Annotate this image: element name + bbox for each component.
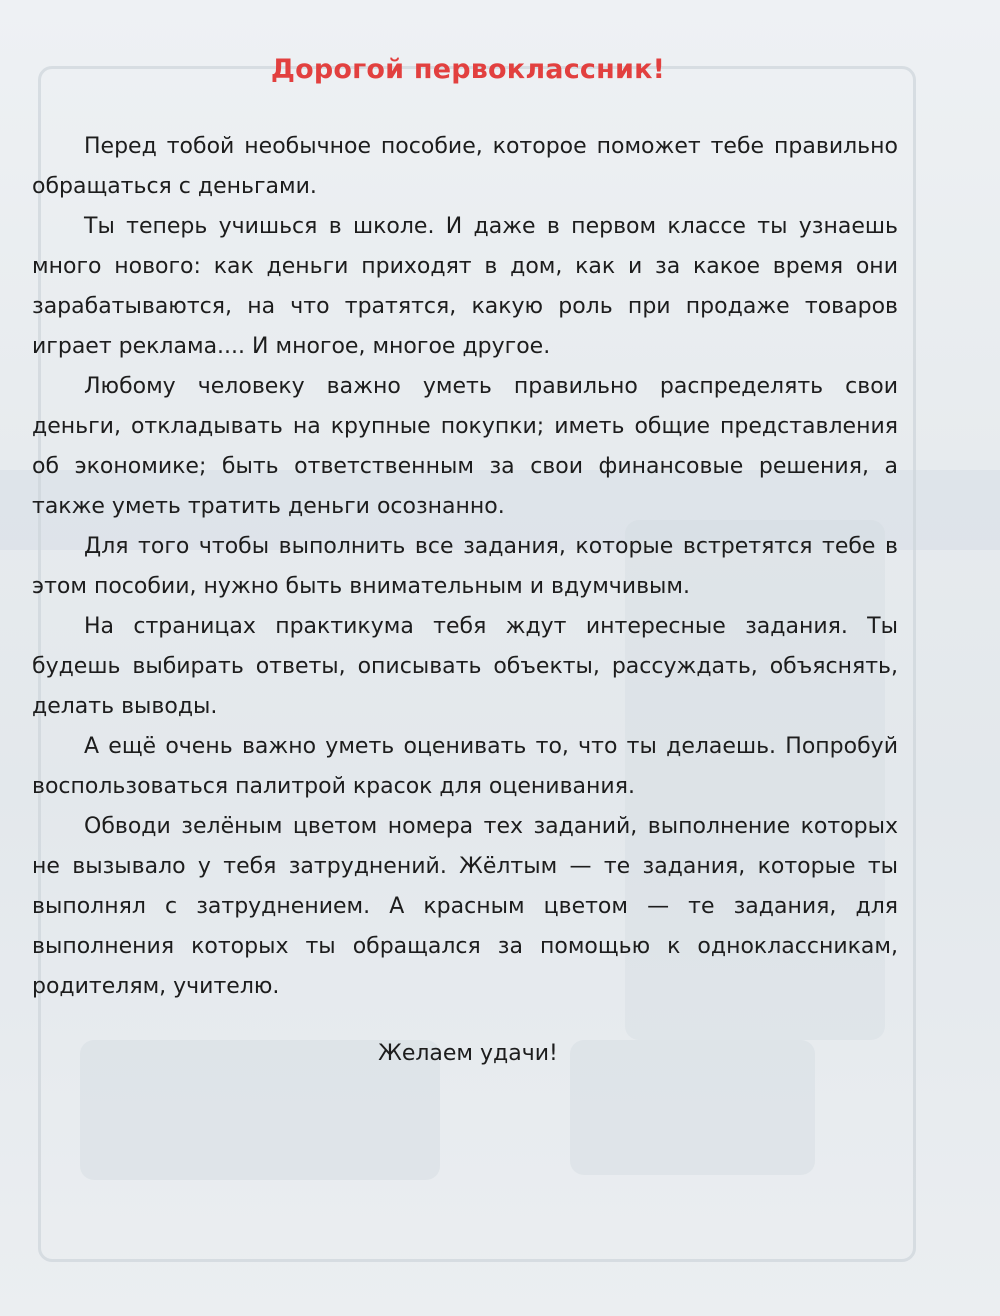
paragraph: Для того чтобы выполнить все задания, которые встретятся тебе в этом пособии, нужно быть внимательным и вдумчивым.: [32, 534, 898, 599]
paragraph: На страницах практикума тебя ждут интересные задания. Ты будешь выбирать ответы, описывать объекты, рассуждать, объяснять, делать выводы.: [32, 614, 898, 719]
paragraph: Перед тобой необычное пособие, которое поможет тебе правильно обращаться с деньгами.: [32, 134, 898, 199]
paragraph: Любому человеку важно уметь правильно распределять свои деньги, откладывать на крупные покупки; иметь общие представления об экономике; быть ответственным за свои финансовые решения, а также уметь тратить деньги осознанно.: [32, 374, 898, 519]
paragraph: Обводи зелёным цветом номера тех заданий, выполнение которых не вызывало у тебя затруднений. Жёлтым — те задания, которые ты выполнял с затруднением. А красным цветом — те задания, для выполнения которых ты обращался за помощью к одноклассникам, родителям, учителю.: [32, 814, 898, 999]
paragraph: А ещё очень важно уметь оценивать то, что ты делаешь. Попробуй воспользоваться палитрой красок для оценивания.: [32, 734, 898, 799]
closing-wish: Желаем удачи!: [378, 1041, 558, 1066]
paragraph: Ты теперь учишься в школе. И даже в первом классе ты узнаешь много нового: как деньги приходят в дом, как и за какое время они зарабатываются, на что тратятся, какую роль при продаже товаров играет реклама.... И многое, многое другое.: [32, 214, 898, 359]
page-title: Дорогой первоклассник!: [270, 54, 666, 85]
